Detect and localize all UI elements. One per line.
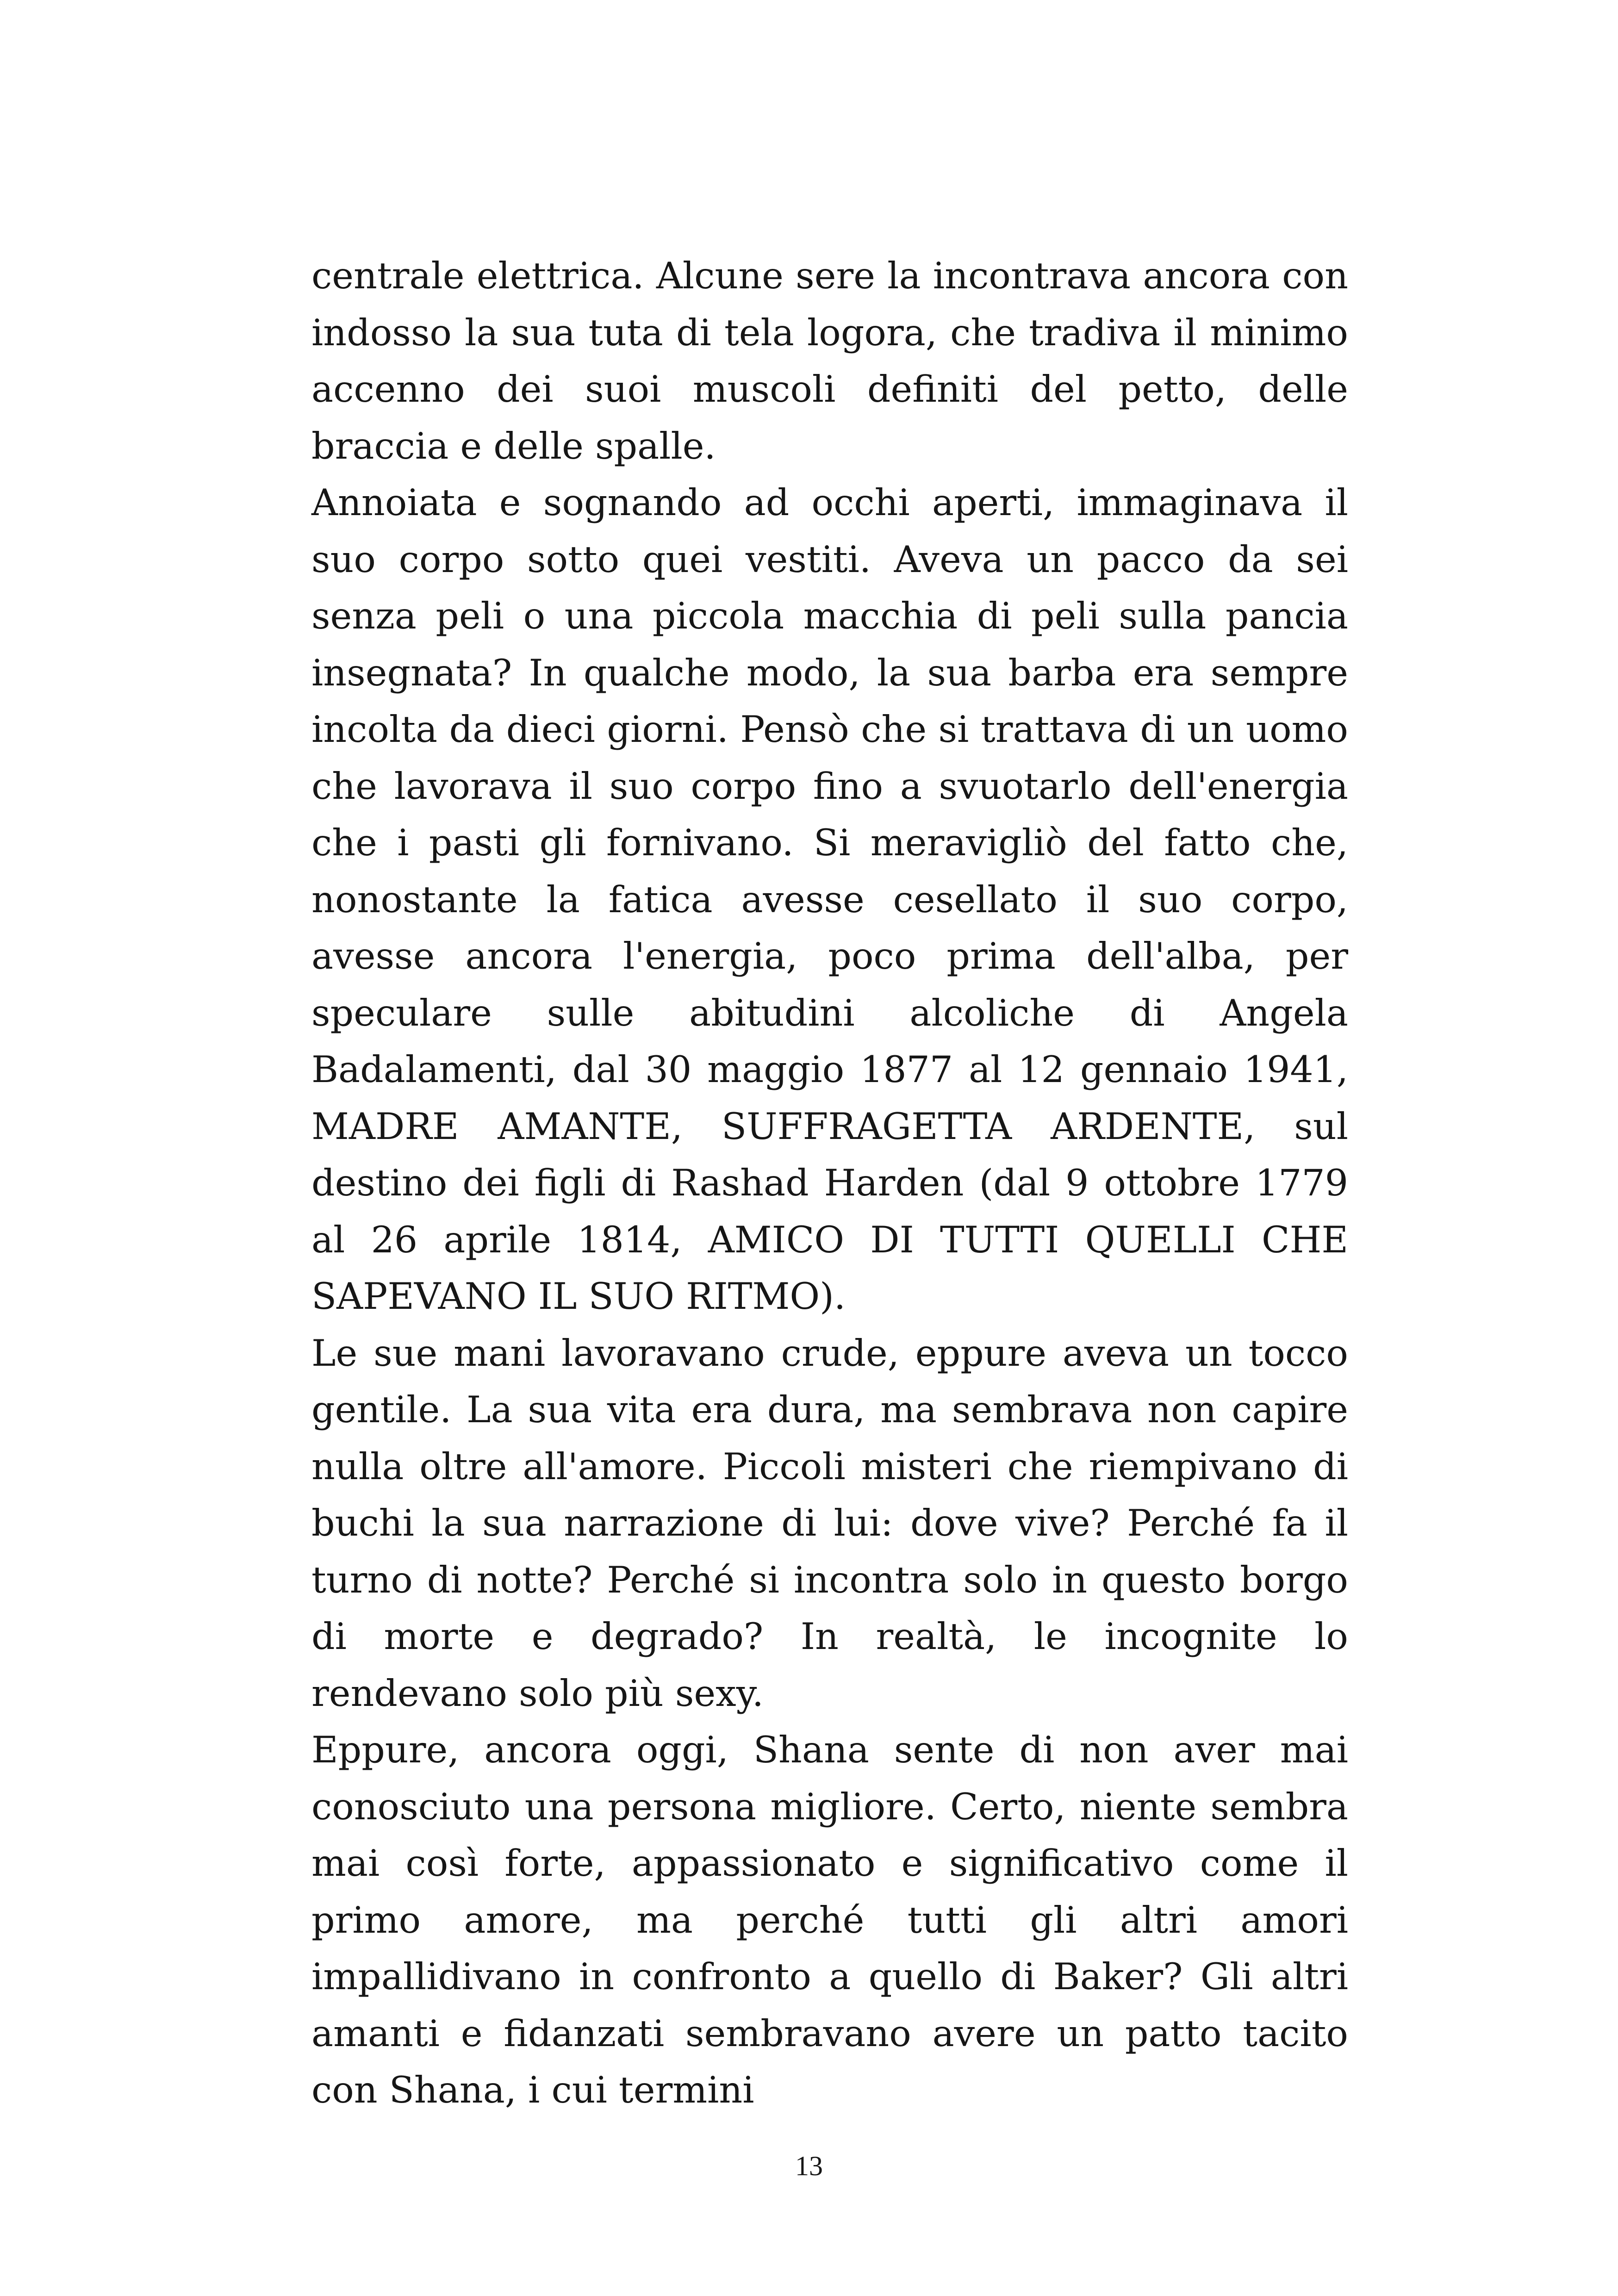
paragraph-2: Annoiata e sognando ad occhi aperti, immaginava il suo corpo sotto quei vestiti. Aveva un pacco da sei senza peli o una piccola macchia di peli sulla pancia insegnata? In qualche modo, la sua barba era sempre incolta da dieci giorni. Pensò che si trattava di un uomo che lavorava il suo corpo fino a svuotarlo dell'energia che i pasti gli fornivano. Si meravigliò del fatto che, nonostante la fatica avesse cesellato il suo corpo, avesse ancora l'energia, poco prima dell'alba, per speculare sulle abitudini alcoliche di Angela Badalamenti, dal 30 maggio 1877 al 12 gennaio 1941, MADRE AMANTE, SUFFRAGETTA ARDENTE, sul destino dei figli di Rashad Harden (dal 9 ottobre 1779 al 26 aprile 1814, AMICO DI TUTTI QUELLI CHE SAPEVANO IL SUO RITMO). xyxy=(311,481,1348,1318)
body-text xyxy=(311,248,1348,2119)
paragraph-4: Eppure, ancora oggi, Shana sente di non aver mai conosciuto una persona migliore. Certo, niente sembra mai così forte, appassionato e significativo come il primo amore, ma perché tutti gli altri amori impallidivano in confronto a quello di Baker? Gli altri amanti e fidanzati sembravano avere un patto tacito con Shana, i cui termini xyxy=(311,1729,1348,2111)
paragraph-3: Le sue mani lavoravano crude, eppure aveva un tocco gentile. La sua vita era dura, ma sembrava non capire nulla oltre all'amore. Piccoli misteri che riempivano di buchi la sua narrazione di lui: dove vive? Perché fa il turno di notte? Perché si incontra solo in questo borgo di morte e degrado? In realtà, le incognite lo rendevano solo più sexy. xyxy=(311,1332,1348,1715)
page-number: 13 xyxy=(795,2151,823,2181)
paragraph-1: centrale elettrica. Alcune sere la incontrava ancora con indosso la sua tuta di tela logora, che tradiva il minimo accenno dei suoi muscoli definiti del petto, delle braccia e delle spalle. xyxy=(311,255,1348,467)
